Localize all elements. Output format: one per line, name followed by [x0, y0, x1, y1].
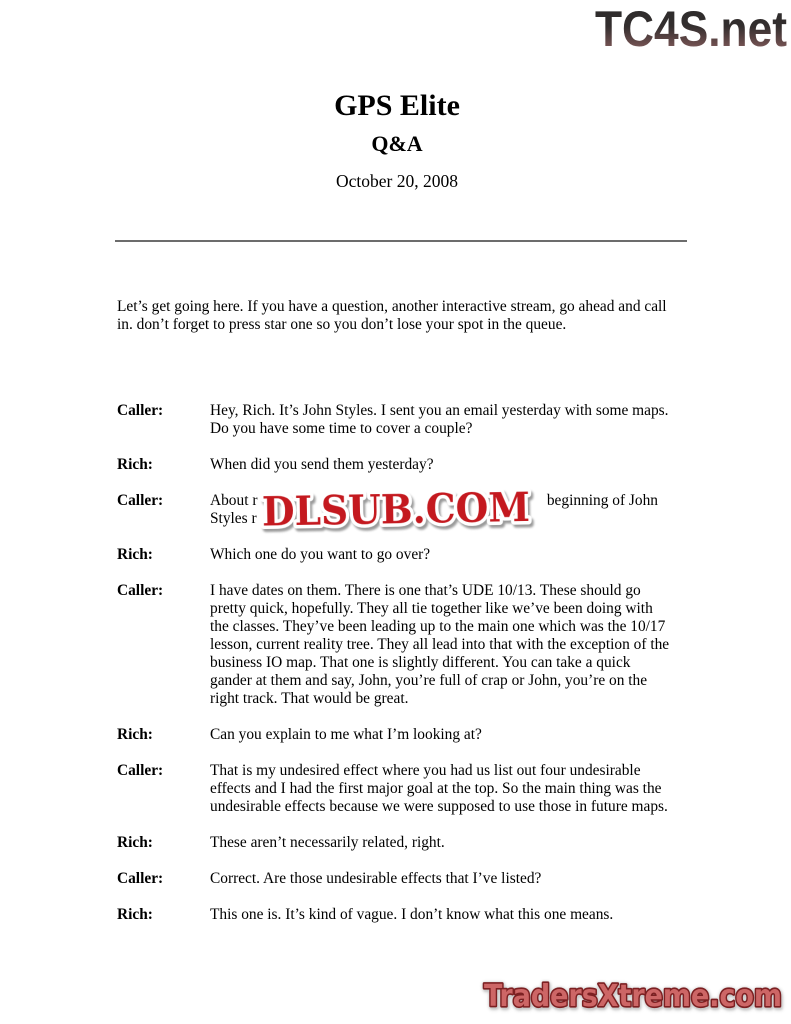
utterance-line: Hey, Rich. It’s John Styles. I sent you an email yesterday with some maps. — [210, 402, 669, 419]
intro-paragraph — [117, 298, 677, 334]
tc4s-logo-text: TC4S.net — [595, 1, 788, 54]
document-date: October 20, 2008 — [336, 171, 458, 191]
speaker-label: Rich: — [117, 834, 153, 851]
speaker-label: Rich: — [117, 906, 153, 923]
utterance-line: Can you explain to me what I’m looking at? — [210, 726, 482, 743]
dialogue-entry — [117, 546, 677, 564]
utterance — [210, 456, 677, 474]
obscured-fragment-start: About r — [210, 492, 258, 509]
dialogue-entry — [117, 726, 677, 744]
utterance — [210, 834, 677, 852]
intro-line: Let’s get going here. If you have a question, another interactive stream, go ahead and call — [117, 298, 667, 315]
utterance-line: When did you send them yesterday? — [210, 456, 434, 473]
speaker-label: Rich: — [117, 726, 153, 743]
utterance-line: Which one do you want to go over? — [210, 546, 431, 563]
utterance — [210, 726, 677, 744]
intro-line: in. don’t forget to press star one so you don’t lose your spot in the queue. — [117, 316, 567, 333]
utterance-line: These aren’t necessarily related, right. — [210, 834, 445, 851]
dialogue-entry — [117, 870, 677, 888]
tradersxtreme-logo — [478, 972, 790, 1020]
dialogue-entry — [117, 906, 677, 924]
utterance — [210, 582, 677, 708]
utterance-line: undesirable effects because we were supposed to use those in future maps. — [210, 798, 668, 815]
utterance-line: This one is. It’s kind of vague. I don’t know what this one means. — [210, 906, 614, 923]
utterance-line: business IO map. That one is slightly different. You can take a quick — [210, 654, 631, 671]
dialogue-entry — [117, 492, 677, 528]
utterance — [210, 906, 677, 924]
utterance-line: I have dates on them. There is one that’s UDE 10/13. These should go — [210, 582, 641, 599]
utterance-line: pretty quick, hopefully. They all tie together like we’ve been doing with — [210, 600, 653, 617]
utterance-line: Do you have some time to cover a couple? — [210, 420, 473, 437]
page-title: GPS Elite — [334, 89, 460, 122]
speaker-label: Caller: — [117, 582, 164, 599]
utterance-line — [210, 492, 658, 510]
speaker-label: Rich: — [117, 456, 153, 473]
utterance-line: right track. That would be great. — [210, 690, 409, 707]
dialogue-entry — [117, 456, 677, 474]
utterance — [210, 492, 677, 528]
utterance — [210, 402, 677, 438]
utterance — [210, 870, 677, 888]
obscured-fragment-end: beginning of John — [546, 492, 658, 509]
speaker-label: Caller: — [117, 870, 164, 887]
tradersxtreme-logo-text: TradersXtreme.com — [484, 979, 782, 1014]
utterance — [210, 762, 677, 816]
document-header — [117, 88, 677, 192]
dialogue-entry — [117, 762, 677, 816]
utterance-line: the classes. They’ve been leading up to the main one which was the 10/17 — [210, 618, 666, 635]
page-subtitle: Q&A — [371, 131, 423, 156]
utterance-line: That is my undesired effect where you had us list out four undesirable — [210, 762, 641, 779]
dialogue — [117, 402, 677, 924]
utterance-line: lesson, current reality tree. They all lead into that with the exception of the — [210, 636, 670, 653]
dialogue-entry — [117, 402, 677, 438]
dialogue-entry — [117, 834, 677, 852]
speaker-label: Caller: — [117, 762, 164, 779]
utterance-line: Styles r — [210, 510, 257, 527]
speaker-label: Caller: — [117, 402, 164, 419]
document — [117, 0, 677, 942]
speaker-label: Rich: — [117, 546, 153, 563]
speaker-label: Caller: — [117, 492, 164, 509]
dlsub-watermark-text: DLSUB.COM — [261, 483, 548, 536]
utterance-line: Correct. Are those undesirable effects that I’ve listed? — [210, 870, 542, 887]
utterance-line: gander at them and say, John, you’re full of crap or John, you’re on the — [210, 672, 648, 689]
utterance — [210, 546, 677, 564]
utterance-line: effects and I had the first major goal at the top. So the main thing was the — [210, 780, 662, 797]
horizontal-rule — [115, 240, 687, 242]
dialogue-entry — [117, 582, 677, 708]
